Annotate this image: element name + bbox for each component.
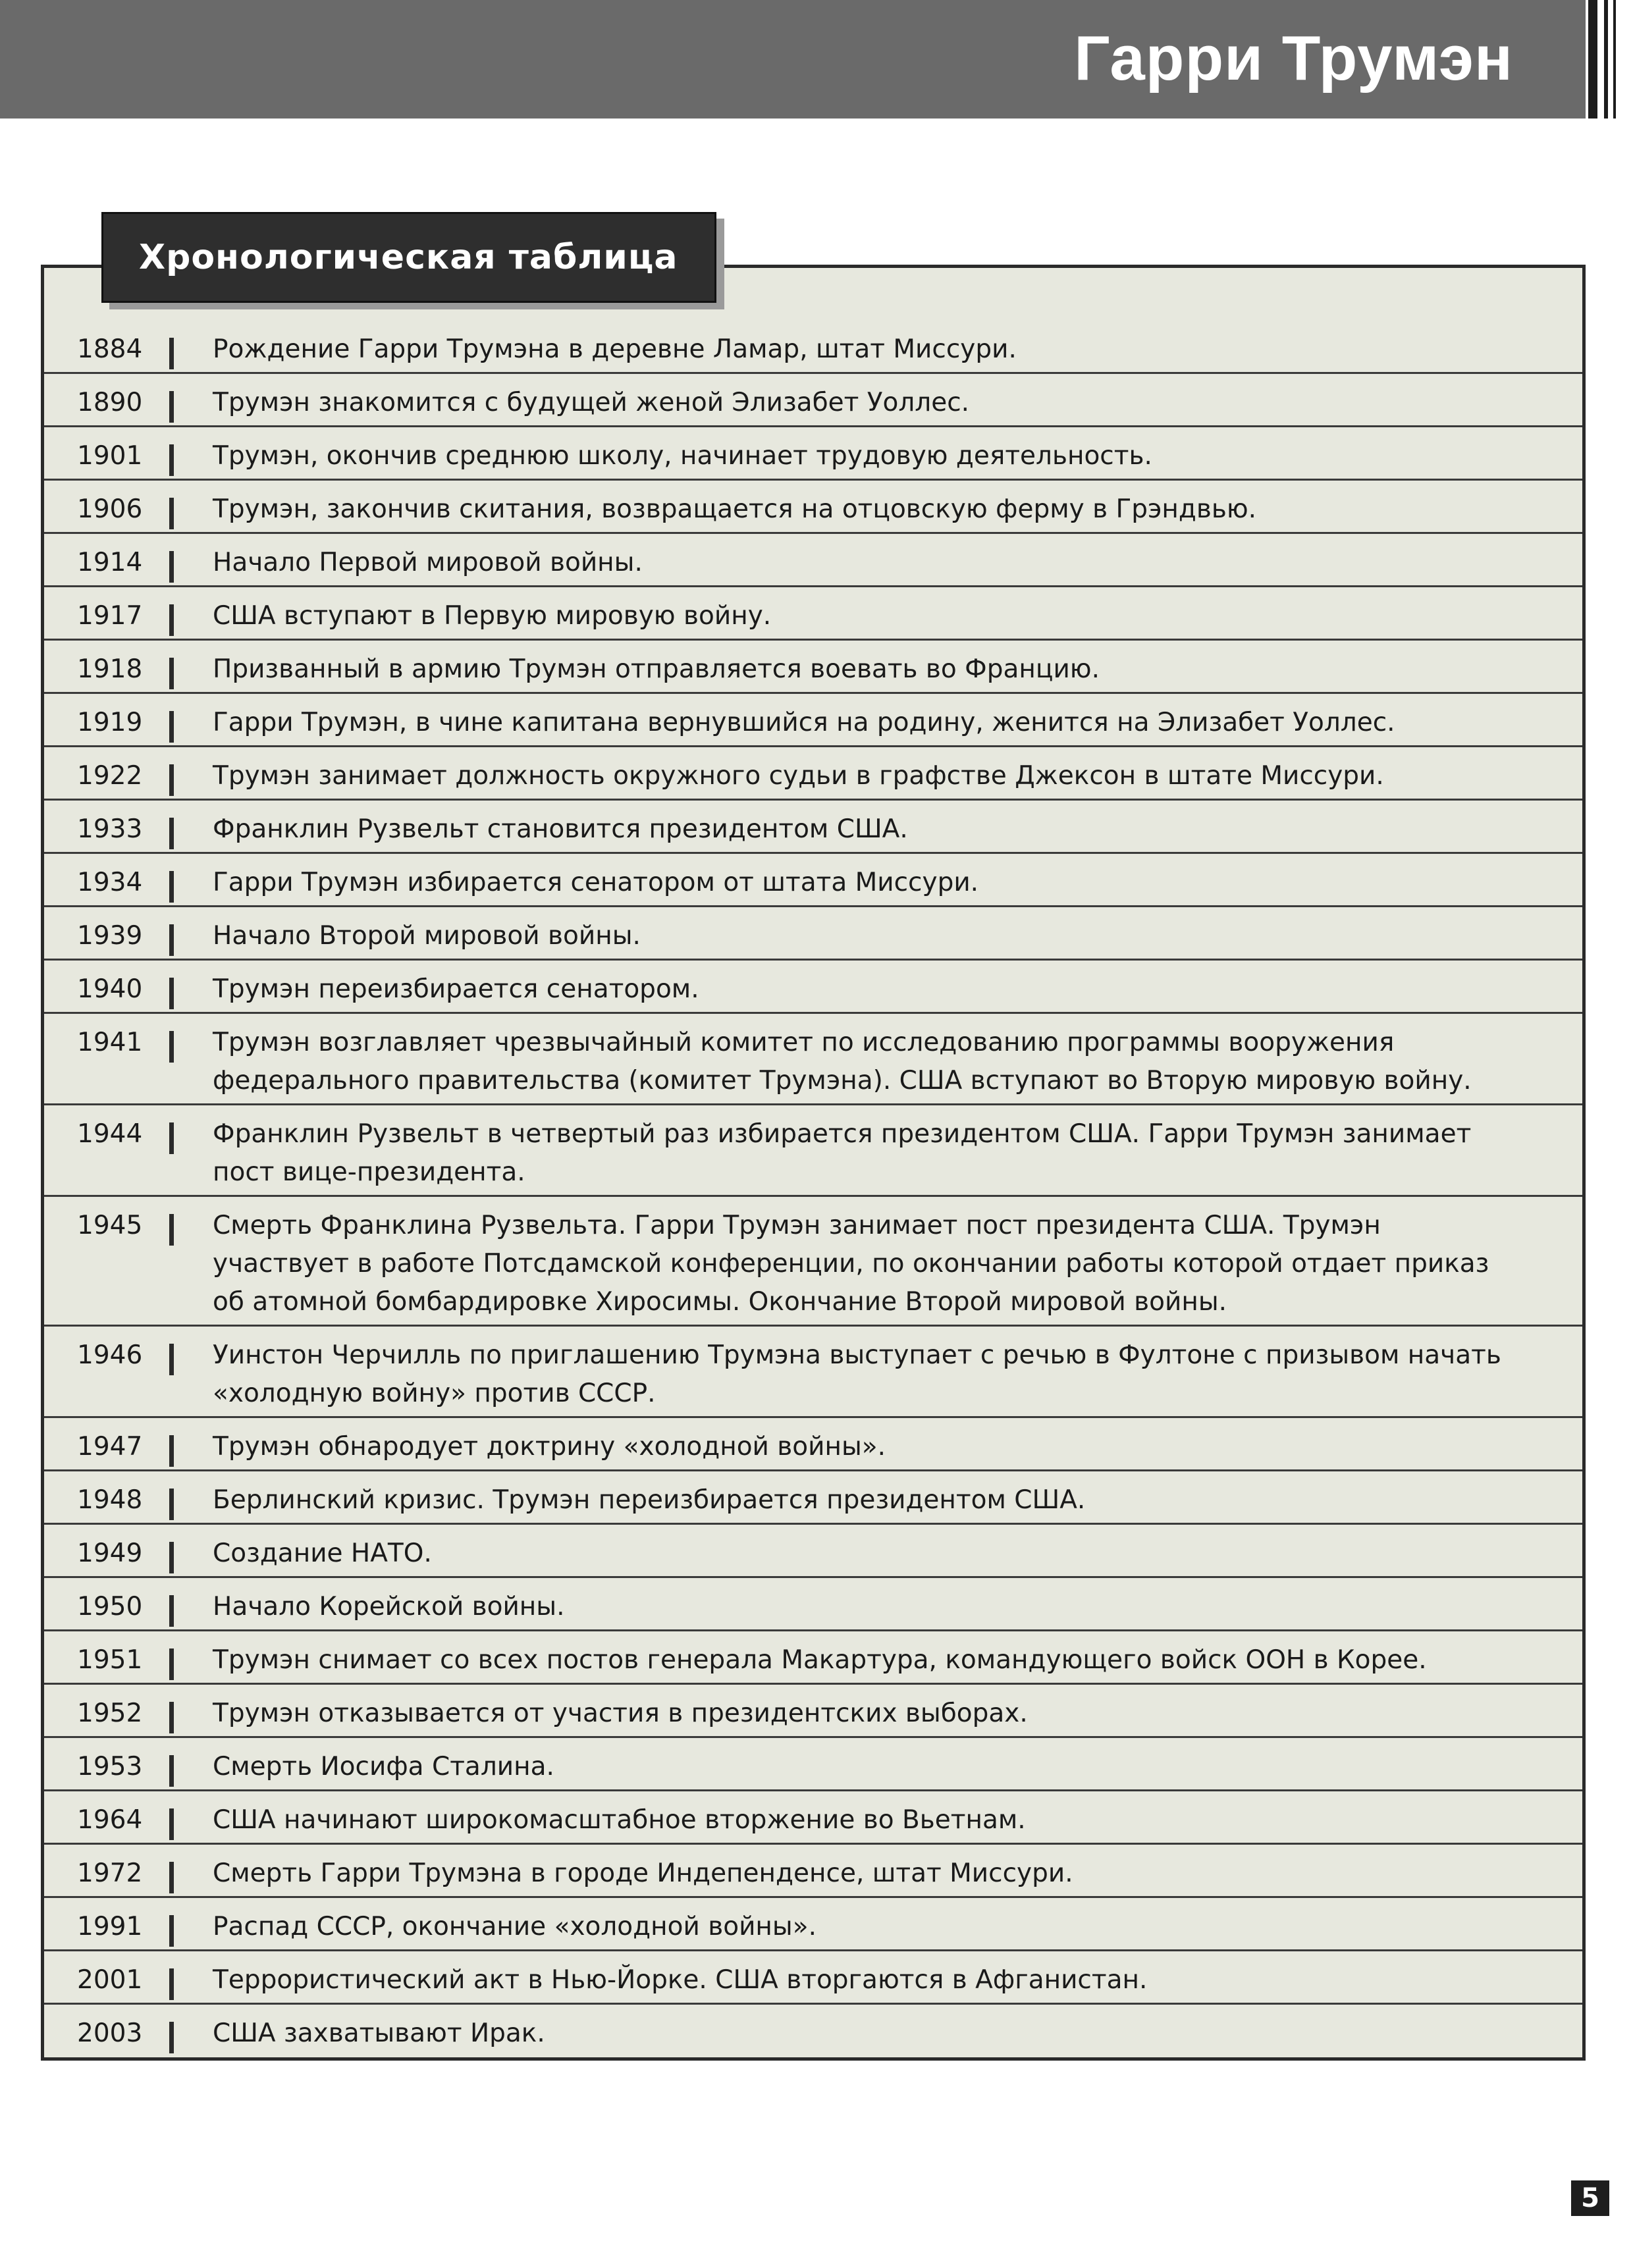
row-year: 1940 bbox=[77, 974, 143, 1004]
table-row bbox=[44, 1105, 1582, 1197]
row-separator bbox=[169, 1968, 174, 2000]
section-header bbox=[101, 212, 716, 303]
row-separator bbox=[169, 1595, 174, 1627]
table-row bbox=[44, 1898, 1582, 1951]
row-event: Трумэн занимает должность окружного судьи в графстве Джексон в штате Миссури. bbox=[213, 761, 1384, 791]
row-year: 1890 bbox=[77, 388, 143, 417]
table-row bbox=[44, 1418, 1582, 1471]
edge-bar bbox=[1604, 0, 1608, 119]
row-separator bbox=[169, 1489, 174, 1520]
row-event: Уинстон Черчилль по приглашению Трумэна выступает с речью в Фултоне с призывом начать «холодную войну» против СССР. bbox=[213, 1340, 1501, 1408]
row-year: 1939 bbox=[77, 921, 143, 951]
row-year: 1964 bbox=[77, 1805, 143, 1835]
row-event: Трумэн, окончив среднюю школу, начинает трудовую деятельность. bbox=[213, 441, 1152, 471]
table-row bbox=[44, 1738, 1582, 1791]
row-event: Распад СССР, окончание «холодной войны». bbox=[213, 1912, 816, 1941]
table-row bbox=[44, 854, 1582, 907]
row-year: 1949 bbox=[77, 1539, 143, 1568]
row-separator bbox=[169, 924, 174, 956]
row-separator bbox=[169, 1702, 174, 1733]
page-number: 5 bbox=[1571, 2180, 1609, 2216]
row-event: Трумэн знакомится с будущей женой Элизабет Уоллес. bbox=[213, 388, 970, 417]
row-year: 2003 bbox=[77, 2018, 143, 2048]
row-event: Трумэн снимает со всех постов генерала Макартура, командующего войск ООН в Корее. bbox=[213, 1645, 1427, 1675]
table-row bbox=[44, 1578, 1582, 1631]
row-year: 1945 bbox=[77, 1211, 143, 1240]
table-row bbox=[44, 907, 1582, 961]
row-event: США вступают в Первую мировую войну. bbox=[213, 601, 772, 631]
table-row bbox=[44, 1471, 1582, 1525]
row-year: 1953 bbox=[77, 1752, 143, 1781]
row-event: Рождение Гарри Трумэна в деревне Ламар, штат Миссури. bbox=[213, 334, 1017, 364]
row-event: Франклин Рузвельт становится президентом США. bbox=[213, 814, 908, 844]
row-separator bbox=[169, 1344, 174, 1375]
row-event: Смерть Гарри Трумэна в городе Индепенденсе, штат Миссури. bbox=[213, 1859, 1073, 1888]
table-row bbox=[44, 481, 1582, 534]
row-separator bbox=[169, 498, 174, 529]
row-year: 1946 bbox=[77, 1340, 143, 1370]
section-title: Хронологическая таблица bbox=[139, 238, 678, 277]
row-event: Трумэн отказывается от участия в президентских выборах. bbox=[213, 1699, 1028, 1728]
row-separator bbox=[169, 1122, 174, 1154]
row-event: Террористический акт в Нью-Йорке. США вторгаются в Афганистан. bbox=[213, 1965, 1148, 1995]
row-year: 1901 bbox=[77, 441, 143, 471]
row-year: 1917 bbox=[77, 601, 143, 631]
table-row bbox=[44, 801, 1582, 854]
table-row bbox=[44, 587, 1582, 641]
row-separator bbox=[169, 444, 174, 476]
row-year: 2001 bbox=[77, 1965, 143, 1995]
row-event: Призванный в армию Трумэн отправляется воевать во Францию. bbox=[213, 654, 1100, 684]
row-year: 1991 bbox=[77, 1912, 143, 1941]
table-row bbox=[44, 961, 1582, 1014]
row-event: США захватывают Ирак. bbox=[213, 2018, 545, 2048]
row-event: Гарри Трумэн избирается сенатором от штата Миссури. bbox=[213, 868, 979, 897]
row-year: 1884 bbox=[77, 334, 143, 364]
row-event: США начинают широкомасштабное вторжение во Вьетнам. bbox=[213, 1805, 1026, 1835]
row-separator bbox=[169, 658, 174, 689]
row-separator bbox=[169, 871, 174, 903]
table-row bbox=[44, 534, 1582, 587]
row-separator bbox=[169, 1755, 174, 1787]
table-row bbox=[44, 747, 1582, 801]
row-event: Начало Второй мировой войны. bbox=[213, 921, 641, 951]
row-year: 1972 bbox=[77, 1859, 143, 1888]
row-event: Смерть Франклина Рузвельта. Гарри Трумэн занимает пост президента США. Трумэн участвует в работе Потсдамской конференции, по окончании работы которой отдает приказ об атомной бомбардировке Хиросимы. Окончание Второй мировой войны. bbox=[213, 1211, 1489, 1317]
row-event: Трумэн обнародует доктрину «холодной войны». bbox=[213, 1432, 886, 1462]
row-year: 1906 bbox=[77, 494, 143, 524]
row-year: 1914 bbox=[77, 548, 143, 577]
row-year: 1922 bbox=[77, 761, 143, 791]
chronology-table bbox=[41, 265, 1586, 2061]
row-event: Создание НАТО. bbox=[213, 1539, 432, 1568]
row-separator bbox=[169, 818, 174, 849]
table-row bbox=[44, 1845, 1582, 1898]
row-separator bbox=[169, 1862, 174, 1893]
table-row bbox=[44, 694, 1582, 747]
row-separator bbox=[169, 764, 174, 796]
table-row bbox=[44, 1631, 1582, 1685]
row-separator bbox=[169, 1542, 174, 1573]
row-year: 1952 bbox=[77, 1699, 143, 1728]
row-separator bbox=[169, 711, 174, 743]
row-year: 1951 bbox=[77, 1645, 143, 1675]
table-row bbox=[44, 2005, 1582, 2058]
table-row bbox=[44, 1791, 1582, 1845]
page-title: Гарри Трумэн bbox=[1074, 23, 1513, 93]
row-event: Начало Первой мировой войны. bbox=[213, 548, 643, 577]
row-separator bbox=[169, 1031, 174, 1063]
row-separator bbox=[169, 1214, 174, 1246]
table-row bbox=[44, 374, 1582, 427]
timeline-rows bbox=[44, 321, 1582, 2058]
row-separator bbox=[169, 2022, 174, 2053]
row-year: 1941 bbox=[77, 1028, 143, 1057]
header-band bbox=[0, 0, 1586, 119]
edge-bar bbox=[1613, 0, 1616, 119]
edge-bar bbox=[1588, 0, 1597, 119]
table-row bbox=[44, 1525, 1582, 1578]
row-year: 1947 bbox=[77, 1432, 143, 1462]
row-year: 1944 bbox=[77, 1119, 143, 1149]
row-separator bbox=[169, 1808, 174, 1840]
table-row bbox=[44, 1327, 1582, 1418]
table-row bbox=[44, 427, 1582, 481]
row-year: 1934 bbox=[77, 868, 143, 897]
row-year: 1933 bbox=[77, 814, 143, 844]
row-separator bbox=[169, 338, 174, 369]
table-row bbox=[44, 1951, 1582, 2005]
table-row bbox=[44, 1014, 1582, 1105]
row-event: Франклин Рузвельт в четвертый раз избирается президентом США. Гарри Трумэн занимает пост вице-президента. bbox=[213, 1119, 1472, 1187]
row-separator bbox=[169, 1435, 174, 1467]
table-row bbox=[44, 1197, 1582, 1327]
row-year: 1918 bbox=[77, 654, 143, 684]
table-row bbox=[44, 321, 1582, 374]
row-event: Гарри Трумэн, в чине капитана вернувшийся на родину, женится на Элизабет Уоллес. bbox=[213, 708, 1395, 737]
row-year: 1948 bbox=[77, 1485, 143, 1515]
row-separator bbox=[169, 1915, 174, 1947]
row-year: 1919 bbox=[77, 708, 143, 737]
row-separator bbox=[169, 978, 174, 1009]
row-event: Смерть Иосифа Сталина. bbox=[213, 1752, 554, 1781]
row-event: Берлинский кризис. Трумэн переизбирается президентом США. bbox=[213, 1485, 1086, 1515]
row-event: Начало Корейской войны. bbox=[213, 1592, 565, 1622]
row-separator bbox=[169, 604, 174, 636]
table-row bbox=[44, 1685, 1582, 1738]
row-separator bbox=[169, 1648, 174, 1680]
row-year: 1950 bbox=[77, 1592, 143, 1622]
row-separator bbox=[169, 551, 174, 583]
row-event: Трумэн возглавляет чрезвычайный комитет по исследованию программы вооружения федерального правительства (комитет Трумэна). США вступают во Вторую мировую войну. bbox=[213, 1028, 1472, 1095]
row-event: Трумэн, закончив скитания, возвращается на отцовскую ферму в Грэндвью. bbox=[213, 494, 1257, 524]
row-separator bbox=[169, 391, 174, 423]
table-row bbox=[44, 641, 1582, 694]
row-event: Трумэн переизбирается сенатором. bbox=[213, 974, 699, 1004]
